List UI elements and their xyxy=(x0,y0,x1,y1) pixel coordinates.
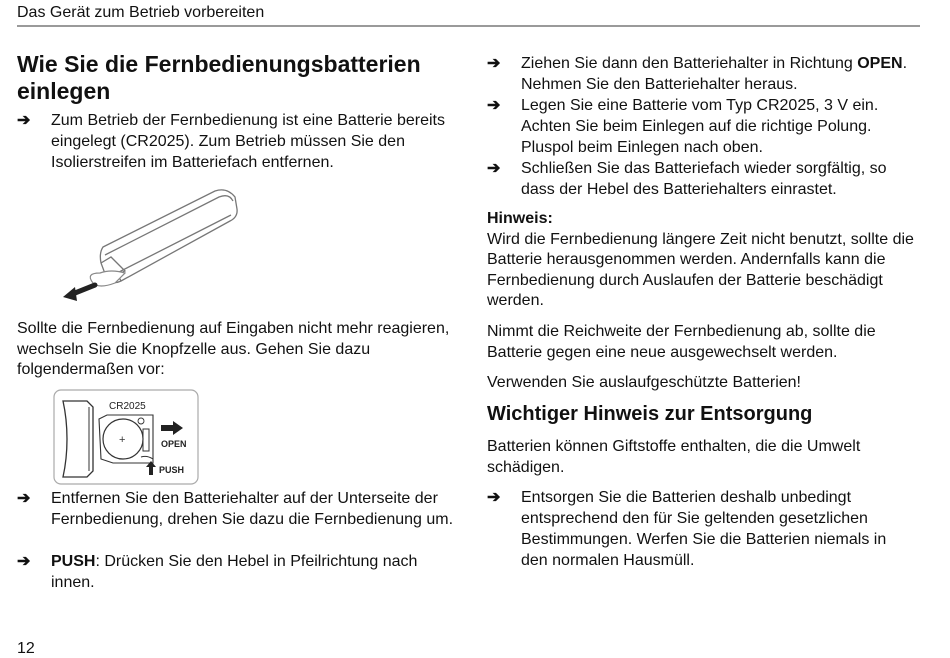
bullet-text-pre: Ziehen Sie dann den Batteriehalter in Richtung xyxy=(521,55,858,72)
arrow-bullet-icon: ➔ xyxy=(487,55,501,72)
bullet-text xyxy=(51,551,457,593)
push-keyword: PUSH xyxy=(51,553,96,570)
svg-text:OPEN: OPEN xyxy=(161,439,187,449)
arrow-bullet-icon: ➔ xyxy=(487,160,501,177)
note-text: Wird die Fernbedienung längere Zeit nicht benutzt, sollte die Batterie herausgenommen werden. Andernfalls kann die Fernbedienung durch Auslaufen der Batterie beschädigt werden. xyxy=(487,230,914,309)
bullet-item xyxy=(487,158,917,200)
bullet-item xyxy=(17,488,457,530)
disposal-heading: Wichtiger Hinweis zur Entsorgung xyxy=(487,403,813,425)
arrow-bullet-icon: ➔ xyxy=(17,112,31,129)
svg-text:CR2025: CR2025 xyxy=(109,401,146,412)
arrow-bullet-icon: ➔ xyxy=(17,553,31,570)
bullet-item xyxy=(487,95,917,158)
header-title: Das Gerät zum Betrieb vorbereiten xyxy=(17,4,265,21)
remote-control-pull-strip-illustration xyxy=(55,185,245,305)
paragraph: Batterien können Giftstoffe enthalten, die die Umwelt schädigen. xyxy=(487,438,861,476)
bullet-text-post: . Nehmen Sie den Batteriehalter heraus. xyxy=(521,55,908,93)
bullet-text: Entsorgen Sie die Batterien deshalb unbedingt entsprechend den für Sie geltenden gesetzlichen Bestimmungen. Werfen Sie die Batterien niemals in den normalen Hausmüll. xyxy=(521,489,887,569)
svg-text:+: + xyxy=(119,434,126,446)
arrow-bullet-icon: ➔ xyxy=(487,489,501,506)
running-header xyxy=(17,3,920,27)
paragraph: Sollte die Fernbedienung auf Eingaben nicht mehr reagieren, wechseln Sie die Knopfzelle aus. Gehen Sie dazu folgendermaßen vor: xyxy=(17,320,450,378)
battery-holder-illustration xyxy=(53,389,199,485)
arrow-bullet-icon: ➔ xyxy=(487,97,501,114)
svg-text:PUSH: PUSH xyxy=(159,465,185,475)
section-heading: Wie Sie die Fernbedienungsbatterien einlegen xyxy=(17,51,421,104)
paragraph: Verwenden Sie auslaufgeschützte Batterien! xyxy=(487,374,801,391)
note-block xyxy=(487,209,917,312)
bullet-text: Legen Sie eine Batterie vom Typ CR2025, 3 V ein. Achten Sie beim Einlegen auf die richtige Polung. Pluspol beim Einlegen nach oben. xyxy=(521,97,879,156)
bullet-item xyxy=(487,53,917,95)
bullet-text-rest: : Drücken Sie den Hebel in Pfeilrichtung nach innen. xyxy=(51,553,418,591)
bullet-text xyxy=(521,53,917,95)
bullet-item xyxy=(17,110,457,173)
bullet-item xyxy=(17,551,457,593)
bullet-text: Entfernen Sie den Batteriehalter auf der Unterseite der Fernbedienung, drehen Sie dazu die Fernbedienung um. xyxy=(51,490,454,528)
open-keyword: OPEN xyxy=(857,55,903,72)
arrow-bullet-icon: ➔ xyxy=(17,490,31,507)
note-title: Hinweis: xyxy=(487,210,553,227)
page-number: 12 xyxy=(17,640,35,657)
bullet-item xyxy=(487,487,917,571)
bullet-text: Schließen Sie das Batteriefach wieder sorgfältig, so dass der Hebel des Batteriehalters einrastet. xyxy=(521,160,887,198)
paragraph: Nimmt die Reichweite der Fernbedienung ab, sollte die Batterie gegen eine neue ausgewechselt werden. xyxy=(487,323,876,361)
bullet-text: Zum Betrieb der Fernbedienung ist eine Batterie bereits eingelegt (CR2025). Zum Betrieb müssen Sie den Isolierstreifen im Batteriefach entfernen. xyxy=(51,112,445,171)
